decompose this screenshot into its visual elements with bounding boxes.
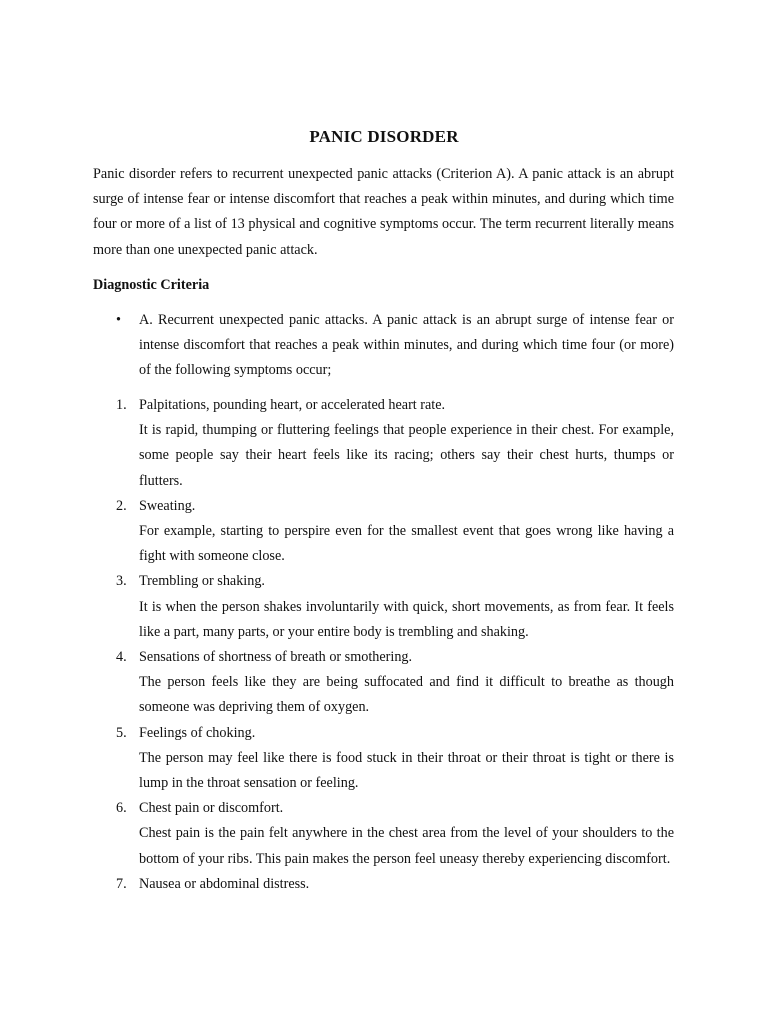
intro-paragraph: Panic disorder refers to recurrent unexpected panic attacks (Criterion A). A panic attack is an abrupt surge of intense fear or intense discomfort that reaches a peak within minutes, and during which time four or more of a list of 13 physical and cognitive symptoms occur. The term recurrent literally means more than one unexpected panic attack.	[93, 166, 674, 258]
symptom-list	[93, 393, 674, 897]
symptom-description: It is rapid, thumping or fluttering feelings that people experience in their chest. For example, some people say their heart feels like its racing; others say their chest hurts, thumps or flutters.	[139, 422, 674, 489]
symptom-number: 4.	[116, 649, 127, 666]
symptom-item	[93, 494, 674, 570]
symptom-description: Chest pain is the pain felt anywhere in the chest area from the level of your shoulders to the bottom of your ribs. This pain makes the person feel uneasy thereby experiencing discomfort.	[139, 825, 674, 867]
symptom-description: It is when the person shakes involuntarily with quick, short movements, as from fear. It feels like a part, many parts, or your entire body is trembling and shaking.	[139, 598, 674, 640]
symptom-number: 5.	[116, 724, 127, 741]
symptom-title: Trembling or shaking.	[139, 573, 265, 590]
symptom-item	[93, 569, 674, 645]
symptom-number: 2.	[116, 497, 127, 514]
criterion-text: A. Recurrent unexpected panic attacks. A panic attack is an abrupt surge of intense fear or intense discomfort that reaches a peak within minutes, and during which time four (or more) of the following symptoms occur;	[139, 312, 674, 379]
page-title: PANIC DISORDER	[309, 127, 459, 146]
symptom-title: Nausea or abdominal distress.	[139, 875, 310, 892]
symptom-title: Palpitations, pounding heart, or accelerated heart rate.	[139, 397, 446, 413]
symptom-number: 3.	[116, 573, 127, 590]
symptom-number: 1.	[116, 397, 127, 413]
symptom-item	[93, 645, 674, 721]
bullet-marker: •	[116, 312, 121, 328]
symptom-item	[93, 721, 674, 797]
section-heading: Diagnostic Criteria	[93, 277, 210, 293]
symptom-item	[93, 796, 674, 872]
symptom-title: Feelings of choking.	[139, 724, 256, 741]
symptom-title: Sweating.	[139, 497, 196, 514]
criterion-bullet-item	[93, 308, 674, 384]
symptom-number: 7.	[116, 875, 127, 892]
symptom-title: Chest pain or discomfort.	[139, 800, 284, 817]
symptom-description: The person may feel like there is food stuck in their throat or their throat is tight or there is lump in the throat sensation or feeling.	[139, 749, 674, 792]
symptom-item	[93, 872, 674, 897]
symptom-description: For example, starting to perspire even for the smallest event that goes wrong like having a fight with someone close.	[139, 523, 674, 565]
symptom-item	[93, 393, 674, 494]
symptom-number: 6.	[116, 800, 127, 817]
symptom-title: Sensations of shortness of breath or smothering.	[139, 649, 413, 666]
symptom-description: The person feels like they are being suffocated and find it difficult to breathe as though someone was depriving them of oxygen.	[139, 674, 674, 716]
